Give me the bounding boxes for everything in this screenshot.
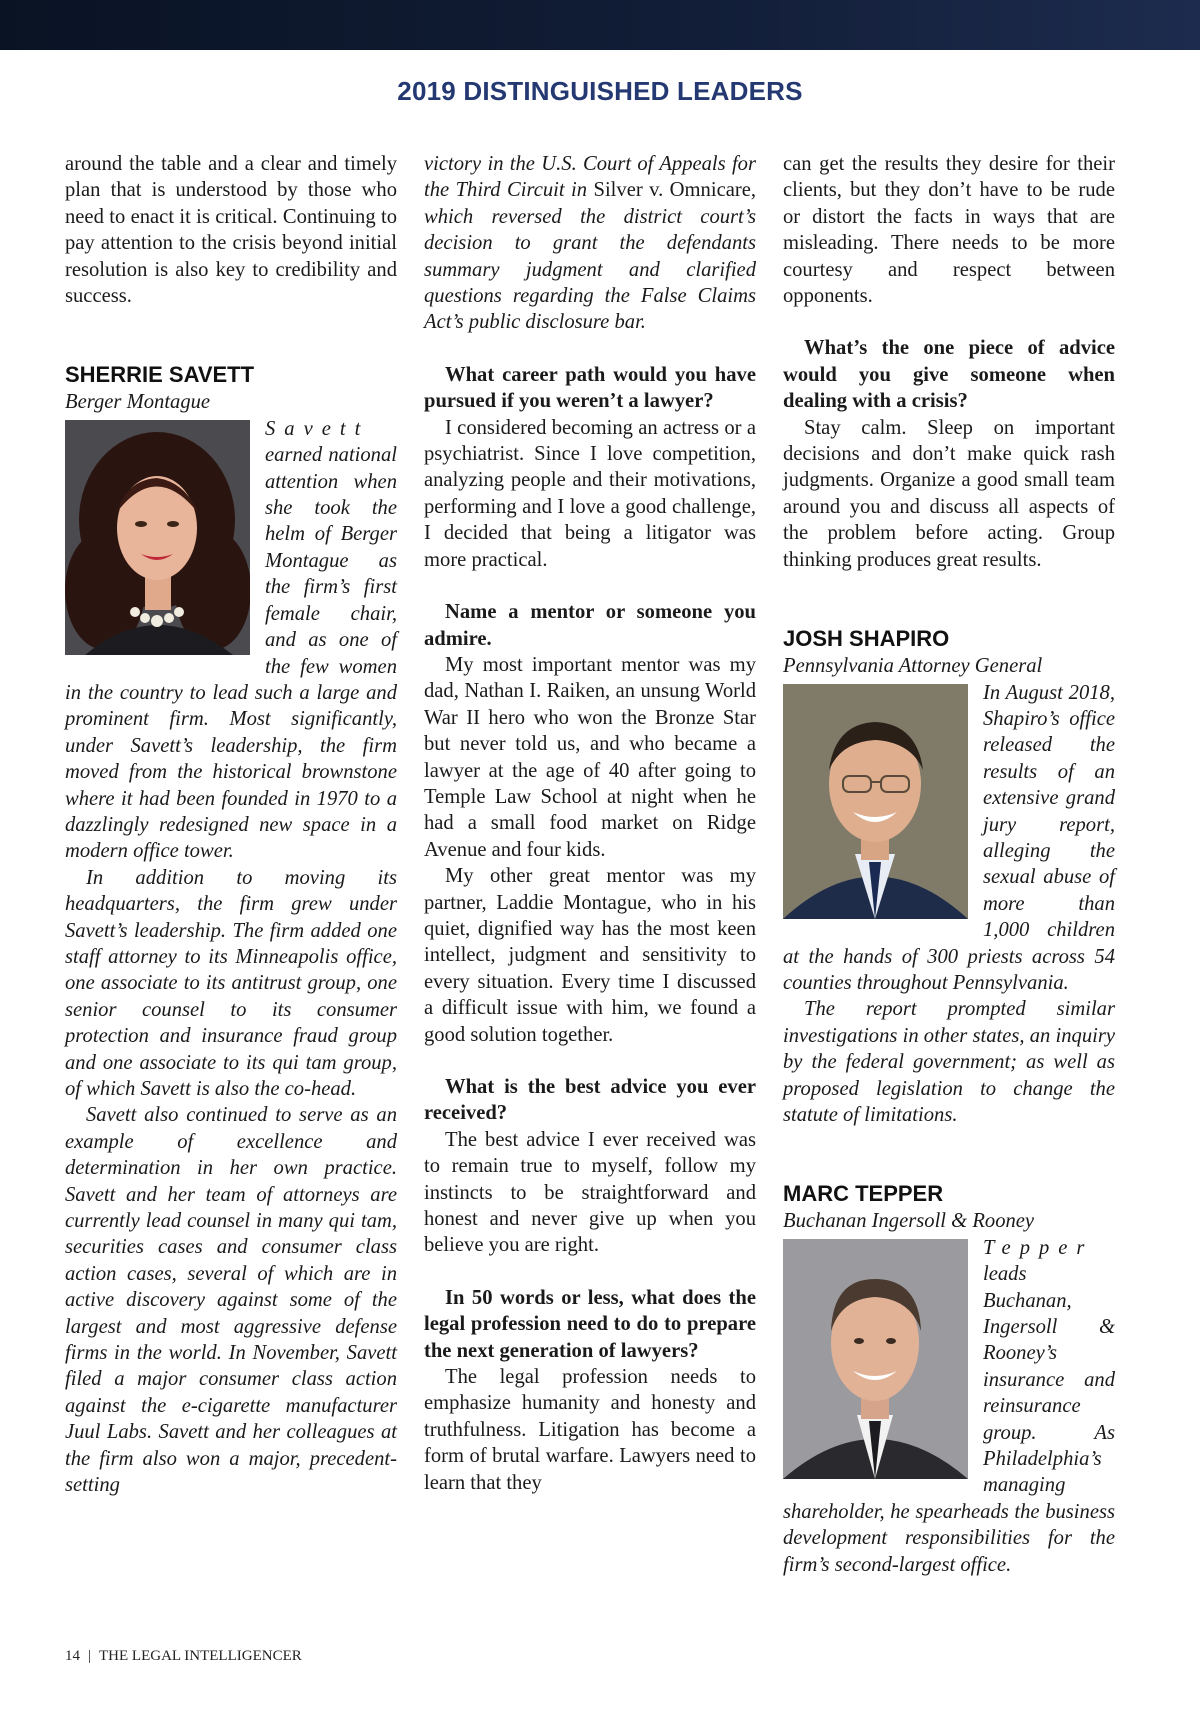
profile-firm-tepper: Buchanan Ingersoll & Rooney xyxy=(783,1210,1035,1233)
top-banner xyxy=(0,0,1200,50)
savett-paragraph-2: In addition to moving its headquarters, the firm grew under Savett’s leadership. The firm added one staff attorney to its Minneapolis office, one associate to its antitrust group, one senior counsel to its consumer protection and insurance fraud group and one associate to its qui tam group, of which Savett is also the co-head. xyxy=(65,866,397,1100)
answer-crisis: Stay calm. Sleep on important decisions and don’t make quick rash judgments. Organize a good small team around you and discuss all aspects of the problem before acting. Group thinking produces great results. xyxy=(783,416,1115,571)
answer-mentor-2: My other great mentor was my partner, Laddie Montague, who in his quiet, dignified way has the most keen intellect, judgment and sensitivity to every situation. Every time I discussed a difficult issue with him, we found a good solution together. xyxy=(424,865,756,1046)
column-3 xyxy=(783,151,1115,1578)
answer-mentor-1: My most important mentor was my dad, Nathan I. Raiken, an unsung World War II hero who won the Bronze Star but never told us, and who became a lawyer at the age of 40 after going to Temple Law School at night when he had a small food market on Ridge Avenue and four kids. xyxy=(424,653,756,861)
question-legal-profession: In 50 words or less, what does the legal profession need to do to prepare the next generation of lawyers? xyxy=(424,1286,756,1362)
answer-career: I considered becoming an actress or a psychiatrist. Since I love competition, analyzing people and their motivations, performing and I love a good challenge, I decided that being a litigator was more practical. xyxy=(424,416,756,571)
answer-advice: The best advice I ever received was to remain true to myself, follow my instincts to be straightforward and honest and never give up when you believe you are right. xyxy=(424,1128,756,1257)
lead-word-tepper: Tepper xyxy=(983,1236,1094,1259)
portrait-tepper xyxy=(783,1239,968,1479)
page-footer xyxy=(65,1648,302,1665)
portrait-shapiro xyxy=(783,684,968,919)
savett-paragraph-1: earned national attention when she took the helm of Berger Montague as the firm’s first female chair, and as one of the few women in the country to lead such a large and prominent firm. Most significantly, under Savett’s leadership, the firm moved from the historical brownstone where it had been founded in 1970 to a dazzlingly redesigned new space in a modern office tower. xyxy=(65,444,397,863)
shapiro-paragraph-2: The report prompted similar investigations in other states, an inquiry by the federal government; as well as proposed legislation to change the statute of limitations. xyxy=(783,998,1115,1126)
continued-paragraph-3: can get the results they desire for their clients, but they don’t have to be rude or distort the facts in ways that are misleading. There needs to be more courtesy and respect between opponents. xyxy=(783,153,1115,308)
question-crisis: What’s the one piece of advice would you give someone when dealing with a crisis? xyxy=(783,337,1115,413)
question-career: What career path would you have pursued if you weren’t a lawyer? xyxy=(424,363,756,413)
profile-name-savett: SHERRIE SAVETT xyxy=(65,362,255,388)
profile-name-tepper: MARC TEPPER xyxy=(783,1181,944,1207)
page-title: 2019 DISTINGUISHED LEADERS xyxy=(397,76,803,106)
question-mentor: Name a mentor or someone you admire. xyxy=(424,601,756,650)
profile-firm-savett: Berger Montague xyxy=(65,391,211,414)
profile-name-shapiro: JOSH SHAPIRO xyxy=(783,626,950,652)
savett-paragraph-3: Savett also continued to serve as an example of excellence and determination in her own practice. Savett and her team of attorneys are currently lead counsel in many qui tam, securities cases and consumer class action cases, several of which are in active discovery against some of the largest and most aggressive defense firms in the world. In November, Savett filed a major consumer class action against the e-cigarette manufacturer Juul Labs. Savett and her colleagues at the firm also won a major, precedent-setting xyxy=(65,1104,397,1497)
portrait-savett xyxy=(65,420,250,655)
publication-name: THE LEGAL INTELLIGENCER xyxy=(99,1648,302,1664)
continued-paragraph: around the table and a clear and timely plan that is understood by those who need to enact it is critical. Continuing to pay attention to the crisis beyond initial resolution is also key to credibility and success. xyxy=(65,153,397,308)
page-number: 14 xyxy=(65,1648,80,1664)
profile-title-shapiro: Pennsylvania Attorney General xyxy=(783,655,1043,678)
case-name: Silver v. Omnicare, xyxy=(593,179,756,202)
shapiro-paragraph-1: In August 2018, Shapiro’s office released the results of an extensive grand jury report, alleging the sexual abuse of more than 1,000 children at the hands of 300 priests across 54 counties throughout Pennsylvania. xyxy=(783,681,1115,994)
lead-word-savett: Savett xyxy=(265,417,370,440)
continued-paragraph-2: victory in the U.S. Court of Appeals for the Third Circuit in Silver v. Omnicare, which reversed the district court’s decision to grant the defendants summary judgment and clarified questions regarding the False Claims Act’s public disclosure bar. xyxy=(424,153,756,334)
tepper-paragraph-1: leads Buchanan, Ingersoll & Rooney’s insurance and reinsurance group. As Philadelphia’s managing shareholder, he spearheads the business development responsibilities for the firm’s second-largest office. xyxy=(783,1263,1115,1576)
column-2 xyxy=(424,151,756,1496)
question-advice: What is the best advice you ever received? xyxy=(424,1076,756,1125)
footer-separator: | xyxy=(88,1648,92,1664)
answer-legal-profession: The legal profession needs to emphasize humanity and honesty and truthfulness. Litigation has become a form of brutal warfare. Lawyers need to learn that they xyxy=(424,1366,756,1494)
column-1 xyxy=(65,151,397,1499)
